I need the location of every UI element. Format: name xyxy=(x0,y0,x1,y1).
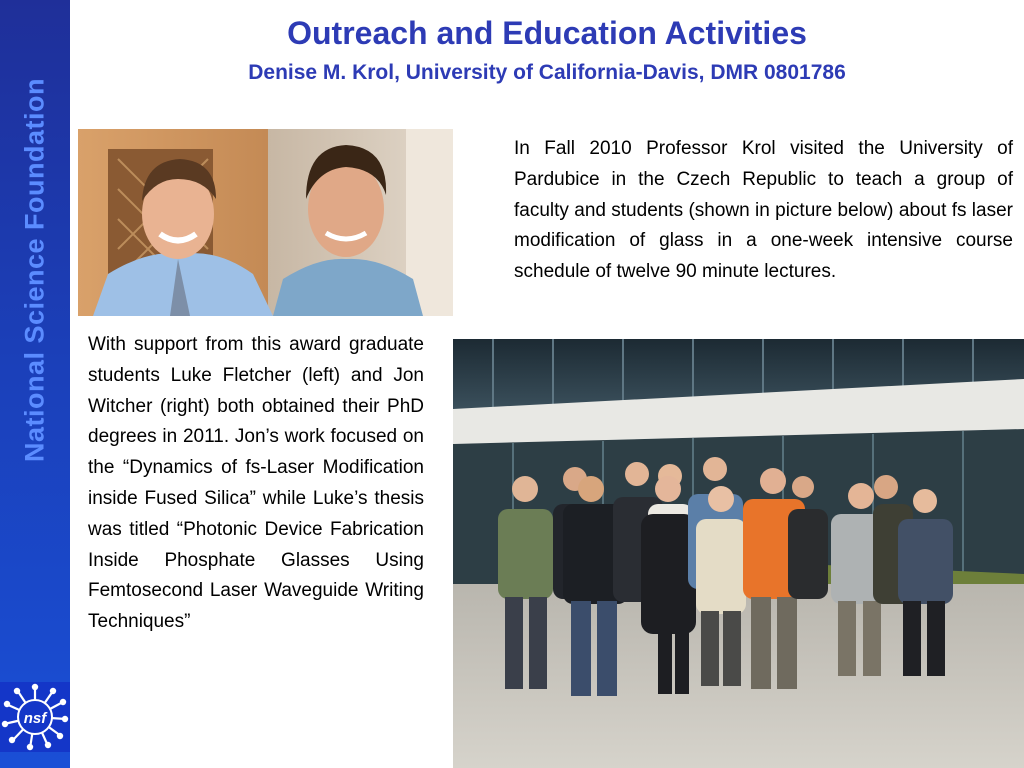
slide-title: Outreach and Education Activities xyxy=(287,15,807,51)
group-photo xyxy=(453,339,1024,768)
nsf-vertical-title: National Science Foundation xyxy=(19,77,50,463)
nsf-logo-text: nsf xyxy=(23,710,47,727)
visit-paragraph: In Fall 2010 Professor Krol visited the University of Pardubice in the Czech Republic to teach a group of faculty and students (shown in picture below) about fs laser modification of glass in a one-week intensive course schedule of twelve 90 minute lectures. xyxy=(514,138,1013,283)
nsf-logo xyxy=(0,682,70,752)
slide-subtitle: Denise M. Krol, University of California-Davis, DMR 0801786 xyxy=(248,61,846,84)
support-paragraph: With support from this award graduate students Luke Fletcher (left) and Jon Witcher (right) both obtained their PhD degrees in 2011. Jon’s work focused on the “Dynamics of fs-Laser Modification inside Fused Silica” while Luke’s thesis was titled “Photonic Device Fabrication Inside Phosphate Glasses Using Femtosecond Laser Waveguide Writing Techniques” xyxy=(88,334,424,633)
graduate-students-photo xyxy=(78,129,453,316)
nsf-sidebar xyxy=(0,0,70,768)
